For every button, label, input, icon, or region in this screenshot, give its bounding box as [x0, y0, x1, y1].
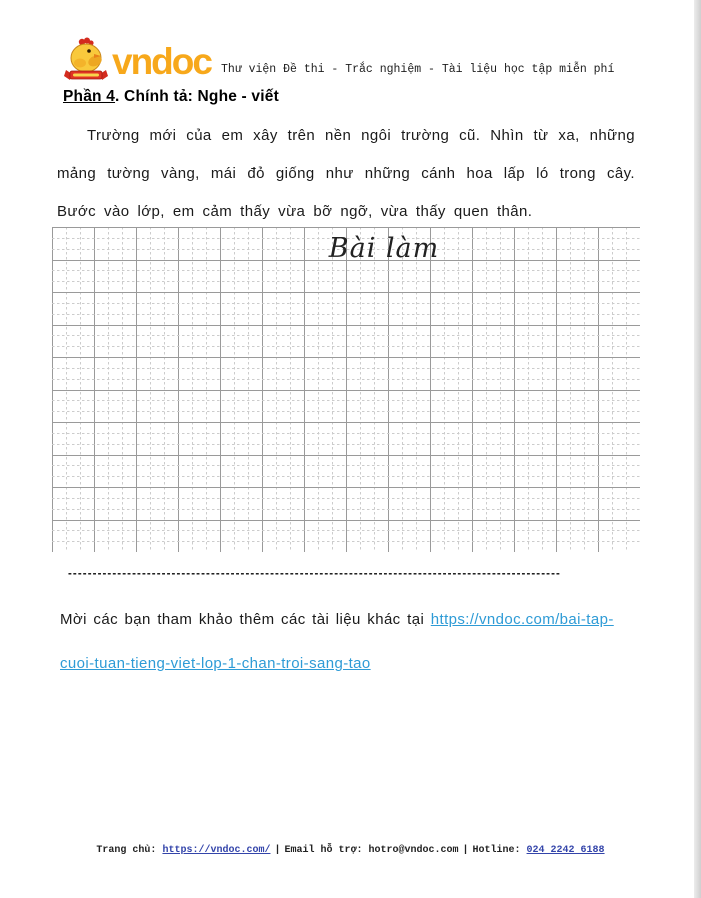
heading-title: . Chính tả: Nghe - viết — [115, 88, 279, 105]
reference-text: Mời các bạn tham khảo thêm các tài liệu khác tại — [60, 611, 431, 628]
grid-label: Bài làm — [328, 233, 440, 264]
vndoc-logo — [62, 36, 211, 87]
footer-home-label: Trang chủ: — [96, 845, 163, 856]
writing-practice-grid — [52, 227, 640, 552]
chicken-mascot-icon — [62, 36, 110, 87]
footer-divider: | — [274, 845, 281, 856]
footer-divider: | — [462, 845, 469, 856]
section-heading — [63, 88, 279, 106]
footer-email-label: Email hỗ trợ: hotro@vndoc.com — [284, 845, 459, 856]
logo-wordmark: vndoc — [112, 40, 211, 82]
site-tagline: Thư viện Đề thi - Trắc nghiệm - Tài liệu học tập miễn phí — [221, 63, 615, 76]
dictation-paragraph: Trường mới của em xây trên nền ngôi trường cũ. Nhìn từ xa, những mảng tường vàng, mái đỏ giống như những cánh hoa lấp ló trong cây. Bước vào lớp, em cảm thấy vừa bỡ ngỡ, vừa thấy quen thân. — [57, 127, 635, 220]
page-edge-shadow — [694, 0, 701, 898]
footer-home-link[interactable]: https://vndoc.com/ — [162, 845, 271, 856]
writing-grid-svg — [52, 227, 640, 552]
dashed-separator: ---------------------------------------------------------------------------------------------------- — [68, 568, 561, 580]
footer-hotline-label: Hotline: — [472, 845, 527, 856]
reference-link[interactable]: https://vndoc.com/bai-tap-cuoi-tuan-tieng-viet-lop-1-chan-troi-sang-tao — [60, 611, 614, 672]
page-footer — [0, 845, 701, 856]
heading-part-number: Phần 4 — [63, 88, 116, 105]
footer-hotline-link[interactable]: 024 2242 6188 — [526, 845, 605, 856]
reference-paragraph — [60, 598, 640, 686]
